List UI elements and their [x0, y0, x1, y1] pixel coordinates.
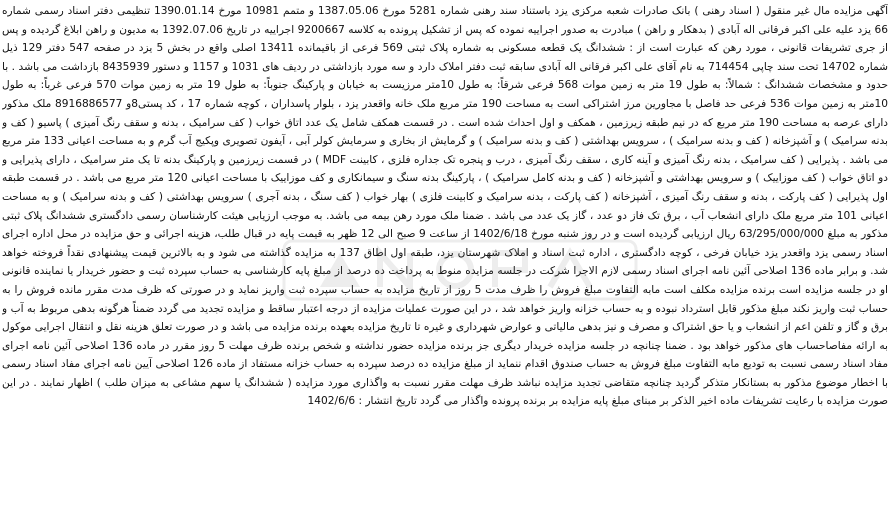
auction-notice — [2, 2, 888, 508]
notice-body: آگهی مزایده مال غیر منقول ( اسناد رهنی ) بانک صادرات شعبه مرکزی یزد باستناد سند رهنی شماره 5281 مورخ 1387.05.06 و متمم 10981 مورخ 1390.01.14 تنظیمی دفتر اسناد رسمی شماره 66 یزد علیه علی اکبر فرقانی اله آبادی ( بدهکار و راهن ) مبادرت به صدور اجراییه نموده که پس از تشکیل پرونده به کلاسه 9200667 اجراییه در تاریخ 1392.07.06 به مدیون و راهن ابلاغ گردیده و پس از جری تشریفات قانونی ، مورد رهن که عبارت است از : ششدانگ یک قطعه مسکونی به شماره پلاک ثبتی 569 فرعی از باقیمانده 13411 اصلی واقع در بخش 5 یزد در صفحه 547 دفتر 129 ذیل شماره 14702 تحت سند چاپی 714454 به نام آقای علی اکبر فرقانی اله آبادی سابقه ثبت دفتر املاک دارد و سه مورد بازداشتی در ردیف های 1031 و 1157 و دستور 8435939 بازداشت می باشد . با حدود و مشخصات ششدانگ : شمالاً: به طول 19 متر به زمین موات 568 فرعی شرقاً: به طول 10متر مرزیست به خیابان و پارکینگ جنوباً: به طول 19 متر به زمین موات 570 فرعی غرباً: به طول 10متر به زمین موات 536 فرعی حد فاصل با مجاورین مرز اشتراکی است به مساحت 190 متر مربع ملک خانه واقعدر یزد ، بلوار پاسداران ، کوچه شماره 17 ، کد پستی8و 8916886577 ملک مذکور دارای عرصه به مساحت 190 متر مربع که در نیم طبقه زیرزمین ، همکف و اول احداث شده است . در قسمت همکف شامل یک عدد اتاق خواب ( کف سرامیک ، بدنه و سقف رنگ آمیزی ) پاسیو ( کف و بدنه سرامیک ) و آشپزخانه ( کف و بدنه سرامیک ) ، سرویس بهداشتی ( کف و بدنه سرامیک ) و گرمایش از بخاری و سرمایش کولر آبی ، آیفون تصویری وپکیج آب گرم و به مساحت اعیانی 133 متر مربع می باشد . پذیرایی ( کف سرامیک ، بدنه رنگ آمیزی و آینه کاری ، سقف رنگ آمیزی ، درب و پنجره تک جداره فلزی ، کابینت MDF ) در قسمت زیرزمین و پارکینگ بدنه تا یک متر سرامیک ، دارای پذیرایی و دو اتاق خواب ( کف موزاییک ) و سرویس بهداشتی و آشپزخانه ( کف و بدنه کامل سرامیک ) ، پارکینگ بدنه سنگ و سیمانکاری و کف موزاییک با مساحت اعیانی 120 متر مربع می باشد . در قسمت طبقه اول پذیرایی ( کف پارکت ، بدنه و سقف رنگ آمیزی ، آشپزخانه ( کف پارکت ، بدنه سرامیک و کابینت فلزی ) بهار خواب ( کف سنگ ، بدنه آجری ) سرویس بهداشتی ( کف و بدنه سرامیک ) و به مساحت اعیانی 101 متر مربع ملک دارای انشعاب آب ، برق تک فاز دو عدد ، گاز یک عدد می باشد . ضمنا ملک مورد رهن بیمه می باشد. به موجب ارزیابی هیئت کارشناسان رسمی دادگستری ششدانگ پلاک ثبتی مذکور به مبلغ 63/295/000/000 ریال ارزیابی گردیده است و در روز شنبه مورخ 1402/6/18 از ساعت 9 صبح الی 12 ظهر به قیمت پایه در قبال طلب، هزینه اجرائی و حق مزایده در محل اداره اجرای اسناد رسمی یزد واقعدر یزد خیابان فرخی ، کوچه دادگستری ، اداره ثبت اسناد و املاک شهرستان یزد، طبقه اول اطاق 137 به مزایده گذاشته می شود و به بالاترین قیمت پیشنهادی نقداً فروخته خواهد شد. و برابر ماده 136 اصلاحی آئین نامه اجرای اسناد رسمی لازم الاجرا شرکت در جلسه مزایده منوط به پرداخت ده درصد از مبلغ پایه کارشناسی به حساب سپرده ثبت و حضور خریدار یا نماینده قانونی او در جلسه مزایده است برنده مزایده مکلف است مابه التفاوت مبلغ فروش را ظرف مدت 5 روز از تاریخ مزایده به حساب سپرده ثبت واریز نماید و در صورتی که ظرف مدت مقرر مانده فروش را به حساب ثبت واریز نکند مبلغ مذکور قابل استرداد نبوده و به حساب خزانه واریز خواهد شد ، در این صورت عملیات مزایده از درجه اعتبار ساقط و مزایده تجدید می گردد ضمناً هرگونه بدهی مربوط به آب و برق و گاز و تلفن اعم از انشعاب و یا حق اشتراک و مصرف و نیز بدهی مالیاتی و عوارض شهرداری و غیره تا تاریخ مزایده بعهده برنده مزایده می باشد و در صورت تعلق هزینه نقل و انتقال اجرایی موکول به ارائه مفاصاحساب های مذکور خواهد بود . ضمنا چنانچه در جلسه مزایده خریدار دیگری جز برنده مزایده حضور نداشته و شخص برنده ظرف مهلت 5 روز مقرر در ماده 136 اصلاحی آئین نامه اجرای مفاد اسناد رسمی نسبت به تودیع مابه التفاوت مبلغ فروش به حساب صندوق اقدام ننماید از مبلغ مزایده ده درصد سپرده به حساب خزانه مستفاد از ماده 126 اصلاحی آیین نامه اجرای مفاد اسناد رسمی با اخطار موضوع مذکور به بستانکار متذکر گردید چنانچه متقاضی تجدید مزایده نباشد ظرف مهلت مقرر نسبت به واگذاری مورد مزایده ( ششدانگ یا سهم مشاعی به میزان طلب ) اظهار نمایند . در این صورت مزایده با رعایت تشریفات ماده اخیر الذکر بر مبنای مبلغ پایه مزایده بر برنده پرونده واگذار می گردد تاریخ انتشار : 1402/6/6 — [2, 5, 888, 408]
